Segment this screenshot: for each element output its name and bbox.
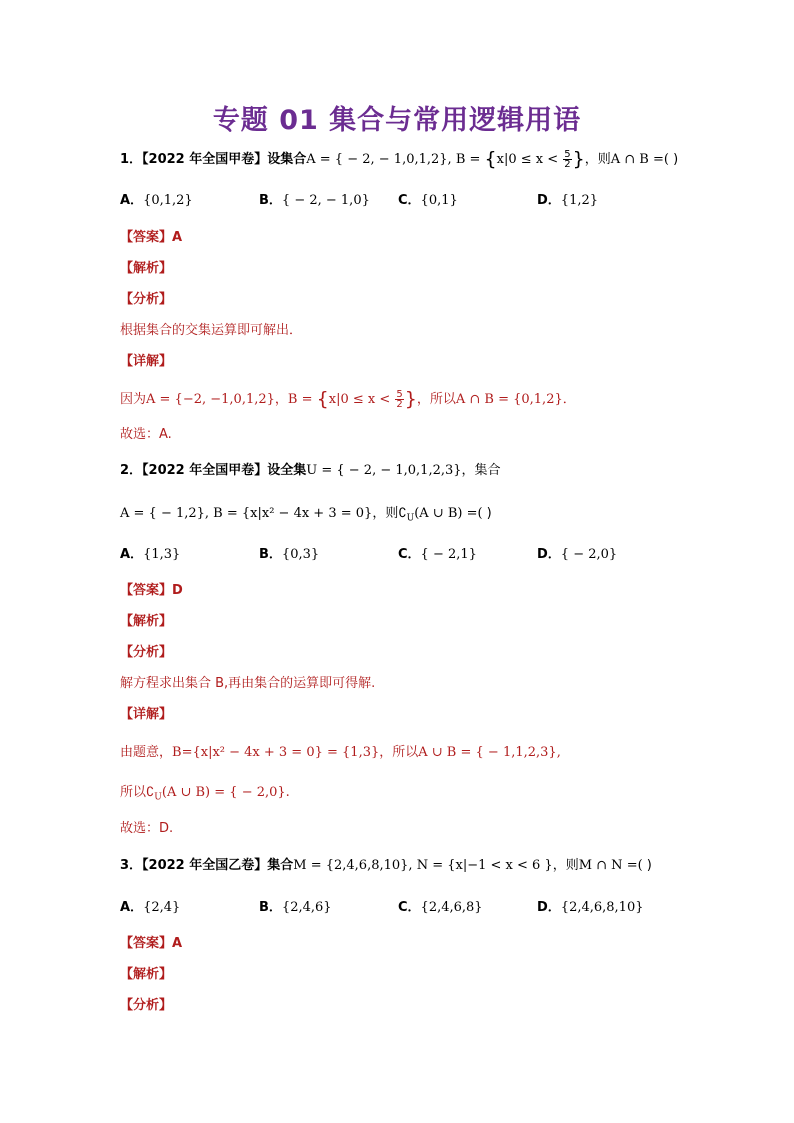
q2-analysis: 解方程求出集合 B,再由集合的运算即可得解. bbox=[120, 676, 376, 691]
q3-option-c: C．{2,4,6,8} bbox=[398, 900, 483, 915]
page-title: 专题 01 集合与常用逻辑用语 bbox=[212, 105, 582, 136]
q2-stem-line1: 2．【2022 年全国甲卷】设全集U = { − 2, − 1,0,1,2,3}，集合 bbox=[120, 463, 501, 478]
q1-answer: 【答案】A bbox=[120, 230, 183, 245]
q1-analysis: 根据集合的交集运算即可解出． bbox=[120, 323, 303, 338]
q1-option-c: C．{0,1} bbox=[398, 193, 458, 208]
q2-conclusion: 故选：D. bbox=[120, 821, 174, 836]
q2-option-b: B．{0,3} bbox=[259, 547, 320, 562]
q1-detail: 因为A = {−2, −1,0,1,2}，B = {x|0 ≤ x < $\frac{5}{2}$ }，所以A ∩ B = {0,1,2}． bbox=[120, 388, 576, 410]
q2-stem-line2: A = { − 1,2}, B = {x|x² − 4x + 3 = 0}，则$∁_U(A$ ∪ B) =( ) bbox=[120, 506, 492, 524]
q3-stem: 3．【2022 年全国乙卷】集合M = {2,4,6,8,10}, N = {x|−1 < x < 6 }，则M ∩ N =( ) bbox=[120, 858, 652, 873]
q3-option-b: B．{2,4,6} bbox=[259, 900, 332, 915]
q2-jiexi: 【解析】 bbox=[120, 614, 173, 629]
q3-fenxi: 【分析】 bbox=[120, 998, 173, 1013]
q1-xiangjie: 【详解】 bbox=[120, 354, 173, 369]
q3-option-a: A．{2,4} bbox=[120, 900, 181, 915]
q3-answer: 【答案】A bbox=[120, 936, 183, 951]
q3-jiexi: 【解析】 bbox=[120, 967, 173, 982]
q2-fenxi: 【分析】 bbox=[120, 645, 173, 660]
q2-answer: 【答案】D bbox=[120, 583, 183, 598]
q1-stem: 1．【2022 年全国甲卷】设集合A = { − 2, − 1,0,1,2}, B = {x|0 ≤ x < $\frac{5}{2}$ }，则A ∩ B =( ) bbox=[120, 148, 679, 170]
q1-option-b: B．{ − 2, − 1,0} bbox=[259, 193, 370, 208]
q1-fenxi: 【分析】 bbox=[120, 292, 173, 307]
q1-option-a: A．{0,1,2} bbox=[120, 193, 193, 208]
q2-option-c: C．{ − 2,1} bbox=[398, 547, 477, 562]
q2-option-d: D．{ − 2,0} bbox=[537, 547, 618, 562]
q1-option-d: D．{1,2} bbox=[537, 193, 599, 208]
q2-detail-line1: 由题意，B={x|x² − 4x + 3 = 0} = {1,3}，所以A ∪ B = { − 1,1,2,3}, bbox=[120, 745, 561, 760]
q2-xiangjie: 【详解】 bbox=[120, 707, 173, 722]
q3-option-d: D．{2,4,6,8,10} bbox=[537, 900, 644, 915]
q1-jiexi: 【解析】 bbox=[120, 261, 173, 276]
q2-detail-line2: 所以$∁_U(A$ ∪ B) = { − 2,0}. bbox=[120, 785, 290, 803]
q1-fraction: $\frac{5}{2}$ bbox=[564, 149, 571, 170]
q1-conclusion: 故选：A. bbox=[120, 427, 172, 442]
q2-option-a: A．{1,3} bbox=[120, 547, 181, 562]
